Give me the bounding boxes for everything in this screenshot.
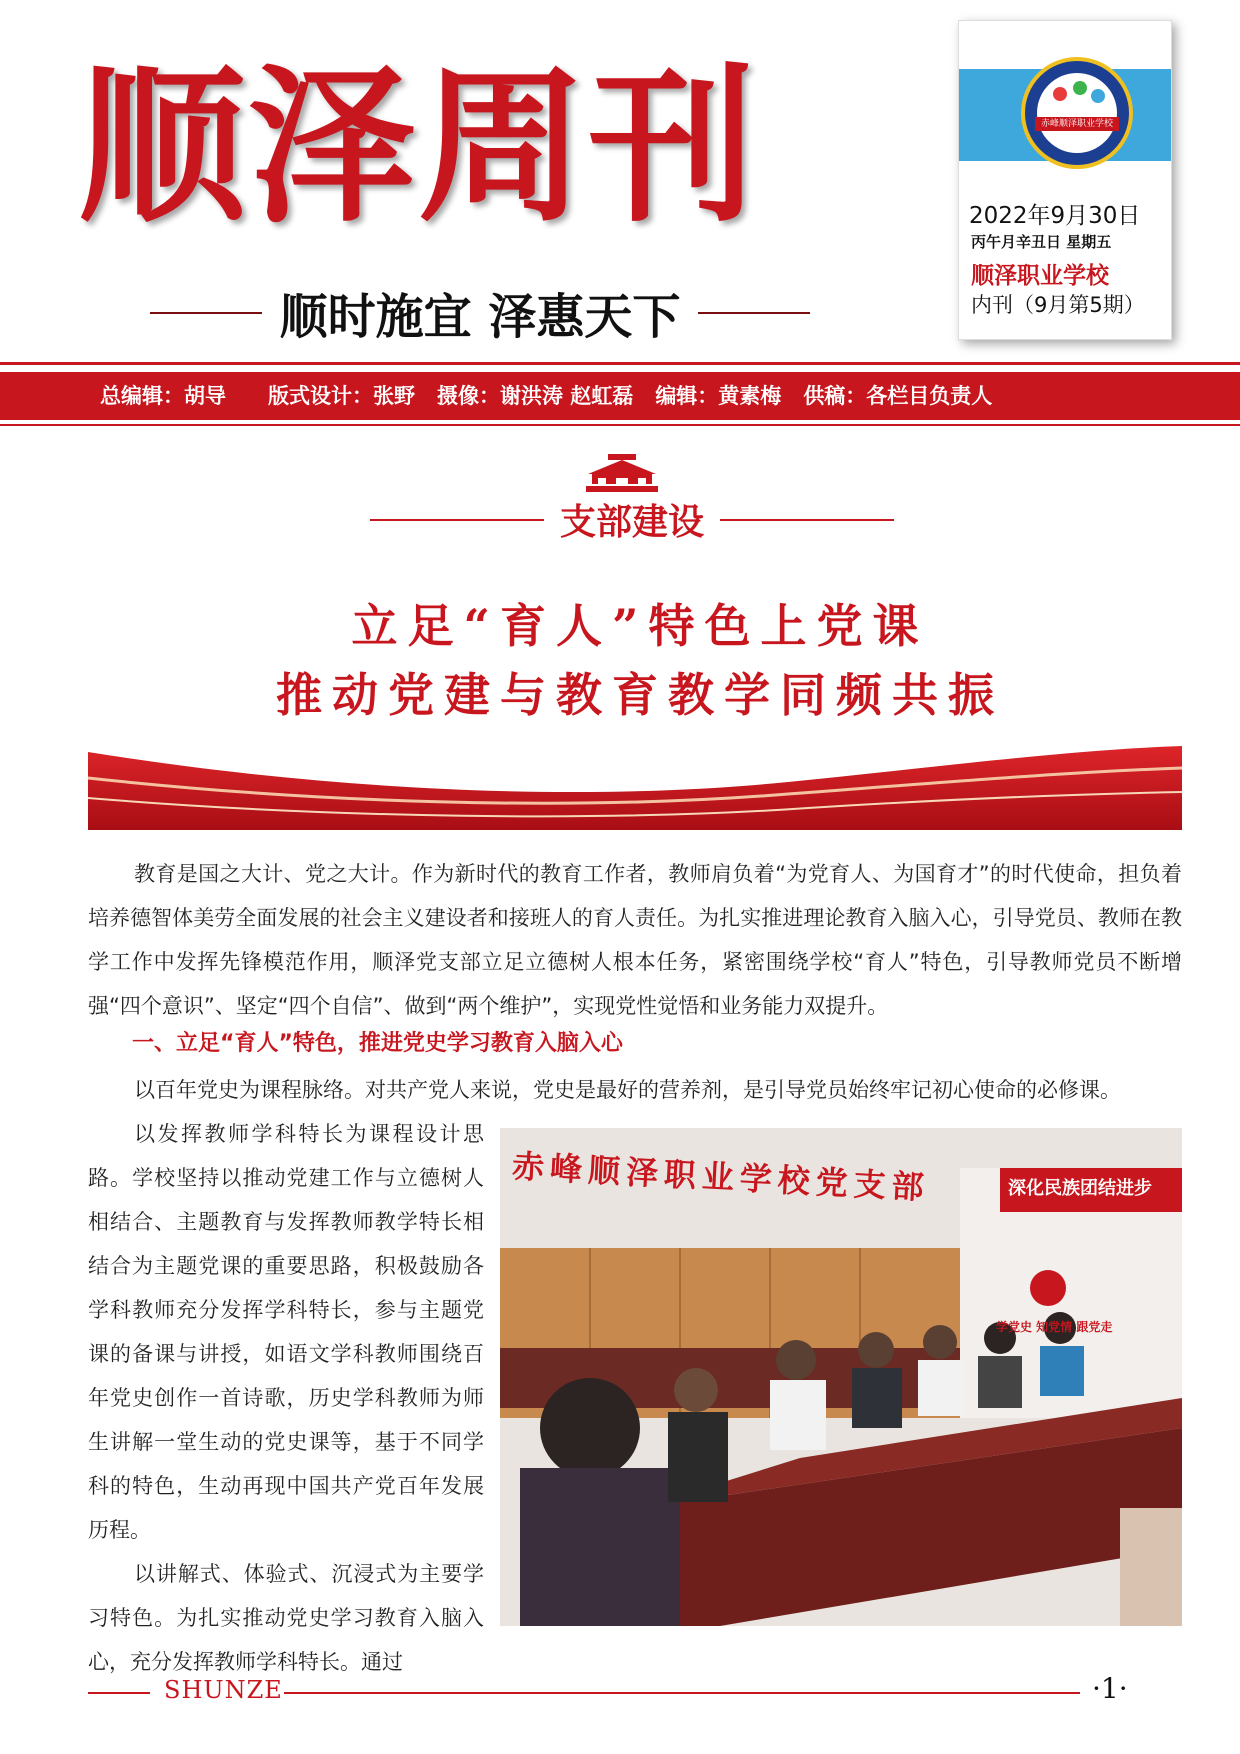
paragraph-2: 以百年党史为课程脉络。对共产党人来说，党史是最好的营养剂，是引导党员始终牢记初心使命的必修课。	[134, 1078, 1121, 1102]
credits-bar	[0, 372, 1240, 420]
masthead-slogan	[150, 278, 810, 347]
slogan-text: 顺时施宜 泽惠天下	[279, 289, 681, 345]
paragraph-intro: 教育是国之大计、党之大计。作为新时代的教育工作者，教师肩负着“为党育人、为国育才”的时代使命，担负着培养德智体美劳全面发展的社会主义建设者和接班人的育人责任。为扎实推进理论教育入脑入心，引导党员、教师在教学工作中发挥先锋模范作用，顺泽党支部立足立德树人根本任务，紧密围绕学校“育人”特色，引导教师党员不断增强“四个意识”、坚定“四个自信”、做到“两个维护”，实现党性觉悟和业务能力双提升。	[88, 862, 1182, 1018]
lunar-date: 丙午月辛丑日 星期五	[971, 233, 1112, 251]
school-logo	[1021, 57, 1133, 169]
logo-ribbon: 赤峰顺泽职业学校	[1035, 117, 1119, 131]
credit-contributors: 供稿：各栏目负责人	[803, 383, 993, 408]
credit-editor-in-chief: 总编辑：胡导	[100, 383, 226, 408]
school-name: 顺泽职业学校	[971, 263, 1109, 289]
red-wave-banner	[88, 742, 1182, 830]
headline-line-2: 推动党建与教育教学同频共振	[276, 668, 1004, 722]
photo-small-slogan: 学党史 知党情 跟党走	[996, 1320, 1113, 1334]
headline-line-1: 立足“育人”特色上党课	[351, 599, 929, 653]
photo-wall-sign: 赤峰顺泽职业学校党支部	[511, 1147, 931, 1207]
tiananmen-icon	[582, 452, 662, 494]
article-headline	[90, 592, 1190, 730]
issue-info-box	[958, 20, 1172, 340]
credit-photo: 摄像：谢洪涛 赵虹磊	[437, 383, 634, 408]
slogan-rule-right	[698, 312, 810, 314]
footer-brand: SHUNZE	[164, 1676, 283, 1704]
paragraph-3: 以发挥教师学科特长为课程设计思路。学校坚持以推动党建工作与立德树人相结合、主题教育与发挥教师教学特长相结合为主题党课的重要思路，积极鼓励各学科教师充分发挥学科特长，参与主题党课的备课与讲授，如语文学科教师围绕百年党史创作一首诗歌，历史学科教师为师生讲解一堂生动的党史课等，基于不同学科的特色，生动再现中国共产党百年发展历程。	[88, 1122, 484, 1542]
slogan-rule-left	[150, 312, 262, 314]
page-footer	[88, 1672, 1178, 1712]
issue-date: 2022年9月30日	[969, 203, 1141, 229]
credit-layout: 版式设计：张野	[268, 383, 415, 408]
left-column-text	[88, 1112, 484, 1684]
paragraph-4: 以讲解式、体验式、沉浸式为主要学习特色。为扎实推动党史学习教育入脑入心，充分发挥教师学科特长。通过	[88, 1562, 484, 1674]
meeting-photo	[500, 1128, 1182, 1626]
bottom-rule	[0, 424, 1240, 426]
masthead-title: 顺泽周刊	[78, 47, 758, 245]
photo-banner-text: 深化民族团结进步	[1008, 1178, 1152, 1199]
subheading-1: 一、立足“育人”特色，推进党史学习教育入脑入心	[132, 1031, 623, 1056]
section-heading	[370, 494, 894, 545]
page-number: ·1·	[1092, 1672, 1128, 1705]
section-title: 支部建设	[560, 502, 705, 543]
credit-editor: 编辑：黄素梅	[655, 383, 782, 408]
top-rule	[0, 362, 1240, 365]
issue-number: 内刊（9月第5期）	[971, 293, 1145, 317]
